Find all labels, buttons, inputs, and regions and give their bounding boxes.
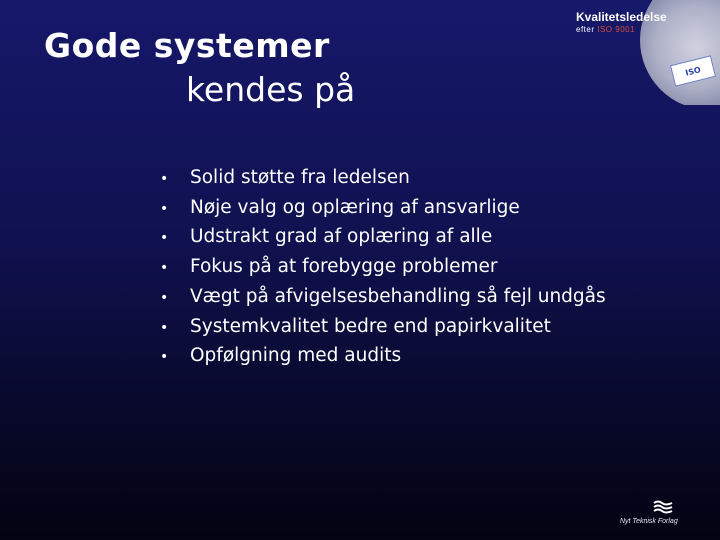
publisher-logo-icon — [652, 500, 674, 514]
book-logo — [560, 0, 720, 105]
bullet-icon: • — [160, 230, 169, 247]
bullet-icon: • — [160, 171, 169, 187]
bullet-icon: • — [160, 260, 169, 277]
list-item — [160, 313, 606, 343]
bullet-icon: • — [160, 319, 169, 336]
list-item — [160, 164, 606, 194]
list-item — [160, 253, 606, 283]
list-item-text: Udstrakt grad af oplæring af alle — [190, 226, 493, 248]
list-item — [160, 194, 606, 224]
bullet-icon: • — [160, 349, 169, 366]
list-item-text: Fokus på at forebygge problemer — [190, 256, 498, 278]
logo-subtitle-iso: ISO 9001 — [597, 25, 636, 34]
bullet-list — [160, 164, 606, 372]
logo-subtitle — [576, 25, 635, 34]
list-item — [160, 342, 606, 372]
slide-subtitle: kendes på — [186, 70, 356, 109]
list-item-text: Solid støtte fra ledelsen — [190, 167, 410, 188]
logo-title: Kvalitetsledelse — [576, 10, 667, 24]
list-item-text: Opfølgning med audits — [190, 345, 402, 367]
list-item — [160, 283, 606, 313]
bullet-icon: • — [160, 289, 169, 306]
publisher-name: Nyt Teknisk Forlag — [620, 518, 678, 525]
list-item — [160, 223, 606, 253]
slide-title: Gode systemer — [44, 26, 330, 65]
list-item-text: Nøje valg og oplæring af ansvarlige — [190, 196, 520, 218]
bullet-icon: • — [160, 200, 169, 217]
publisher-logo — [614, 500, 694, 530]
iso-card-label: ISO — [684, 64, 702, 78]
list-item-text: Vægt på afvigelsesbehandling så fejl undgås — [190, 285, 606, 307]
list-item-text: Systemkvalitet bedre end papirkvalitet — [190, 315, 551, 337]
logo-subtitle-prefix: efter — [576, 25, 598, 34]
